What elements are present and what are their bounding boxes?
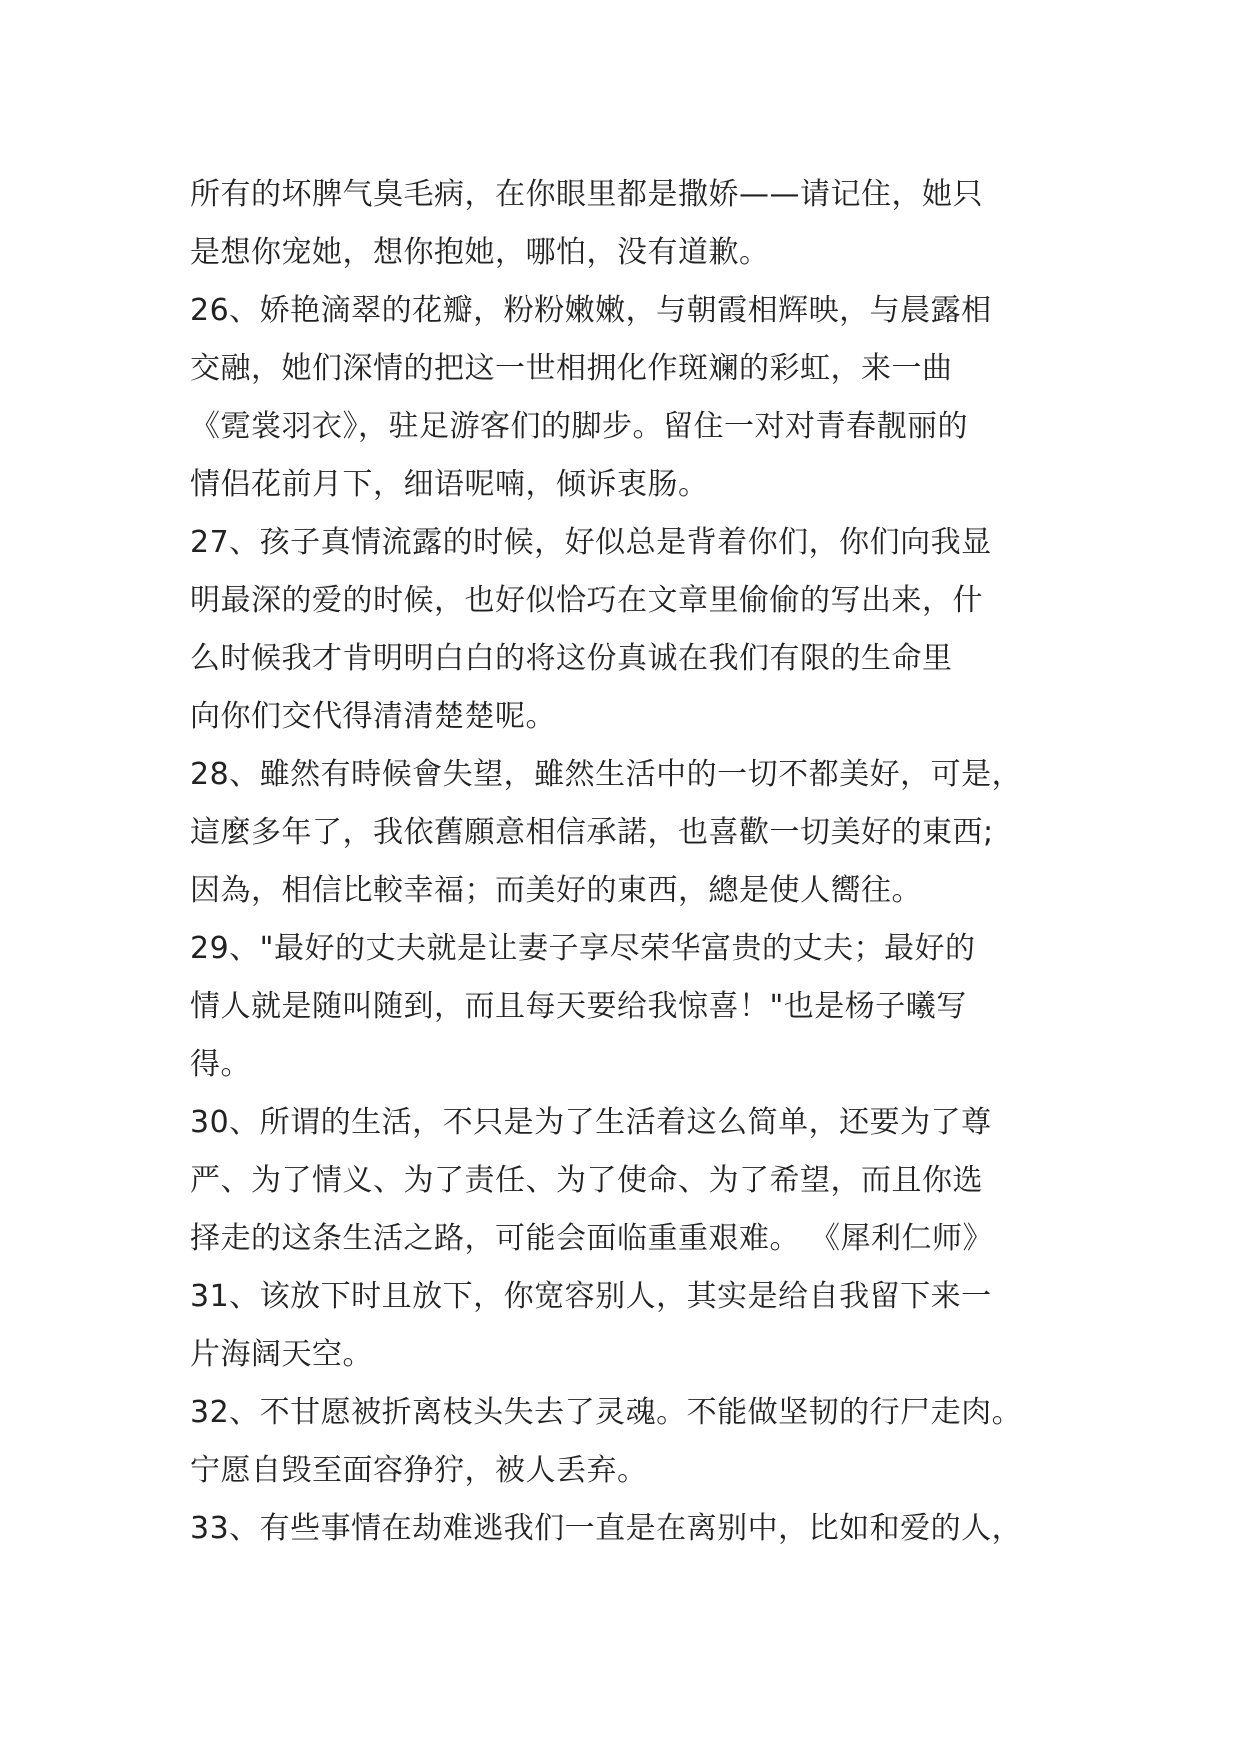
text-line: 严、为了情义、为了责任、为了使命、为了希望，而且你选: [190, 1163, 983, 1198]
text-line: 28、雖然有時候會失望，雖然生活中的一切不都美好，可是，: [190, 757, 1023, 792]
text-line: 因為，相信比較幸福；而美好的東西，總是使人嚮往。: [190, 873, 922, 908]
text-line: 是想你宠她，想你抱她，哪怕，没有道歉。: [190, 235, 770, 270]
text-line: 30、所谓的生活，不只是为了生活着这么简单，还要为了尊: [190, 1105, 992, 1140]
text-line: 這麼多年了，我依舊願意相信承諾，也喜歡一切美好的東西;: [190, 815, 994, 850]
text-line: 27、孩子真情流露的时候，好似总是背着你们，你们向我显: [190, 525, 992, 560]
text-line: 明最深的爱的时候，也好似恰巧在文章里偷偷的写出来，什: [190, 583, 983, 618]
text-line: 情人就是随叫随到，而且每天要给我惊喜！"也是杨子曦写: [190, 989, 967, 1024]
text-line: 交融，她们深情的把这一世相拥化作斑斓的彩虹，来一曲: [190, 351, 953, 386]
text-line: 片海阔天空。: [190, 1337, 373, 1372]
text-line: 33、有些事情在劫难逃我们一直是在离别中，比如和爱的人，: [190, 1511, 1023, 1546]
text-line: 宁愿自毁至面容狰狞，被人丢弃。: [190, 1453, 648, 1488]
body-text: [190, 166, 1070, 1558]
text-line: 得。: [190, 1047, 251, 1082]
text-line: 《霓裳羽衣》，驻足游客们的脚步。留住一对对青春靓丽的: [190, 409, 968, 444]
text-line: 情侣花前月下，细语呢喃，倾诉衷肠。: [190, 467, 709, 502]
text-line: 所有的坏脾气臭毛病，在你眼里都是撒娇——请记住，她只: [190, 177, 983, 212]
text-line: 29、"最好的丈夫就是让妻子享尽荣华富贵的丈夫；最好的: [190, 931, 976, 966]
text-line: 择走的这条生活之路，可能会面临重重艰难。 《犀利仁师》: [190, 1221, 994, 1256]
text-line: 26、娇艳滴翠的花瓣，粉粉嫩嫩，与朝霞相辉映，与晨露相: [190, 293, 992, 328]
text-line: 么时候我才肯明明白白的将这份真诚在我们有限的生命里: [190, 641, 953, 676]
text-line: 32、不甘愿被折离枝头失去了灵魂。不能做坚韧的行尸走肉。: [190, 1395, 1023, 1430]
text-line: 31、该放下时且放下，你宽容别人，其实是给自我留下来一: [190, 1279, 992, 1314]
text-line: 向你们交代得清清楚楚呢。: [190, 699, 556, 734]
